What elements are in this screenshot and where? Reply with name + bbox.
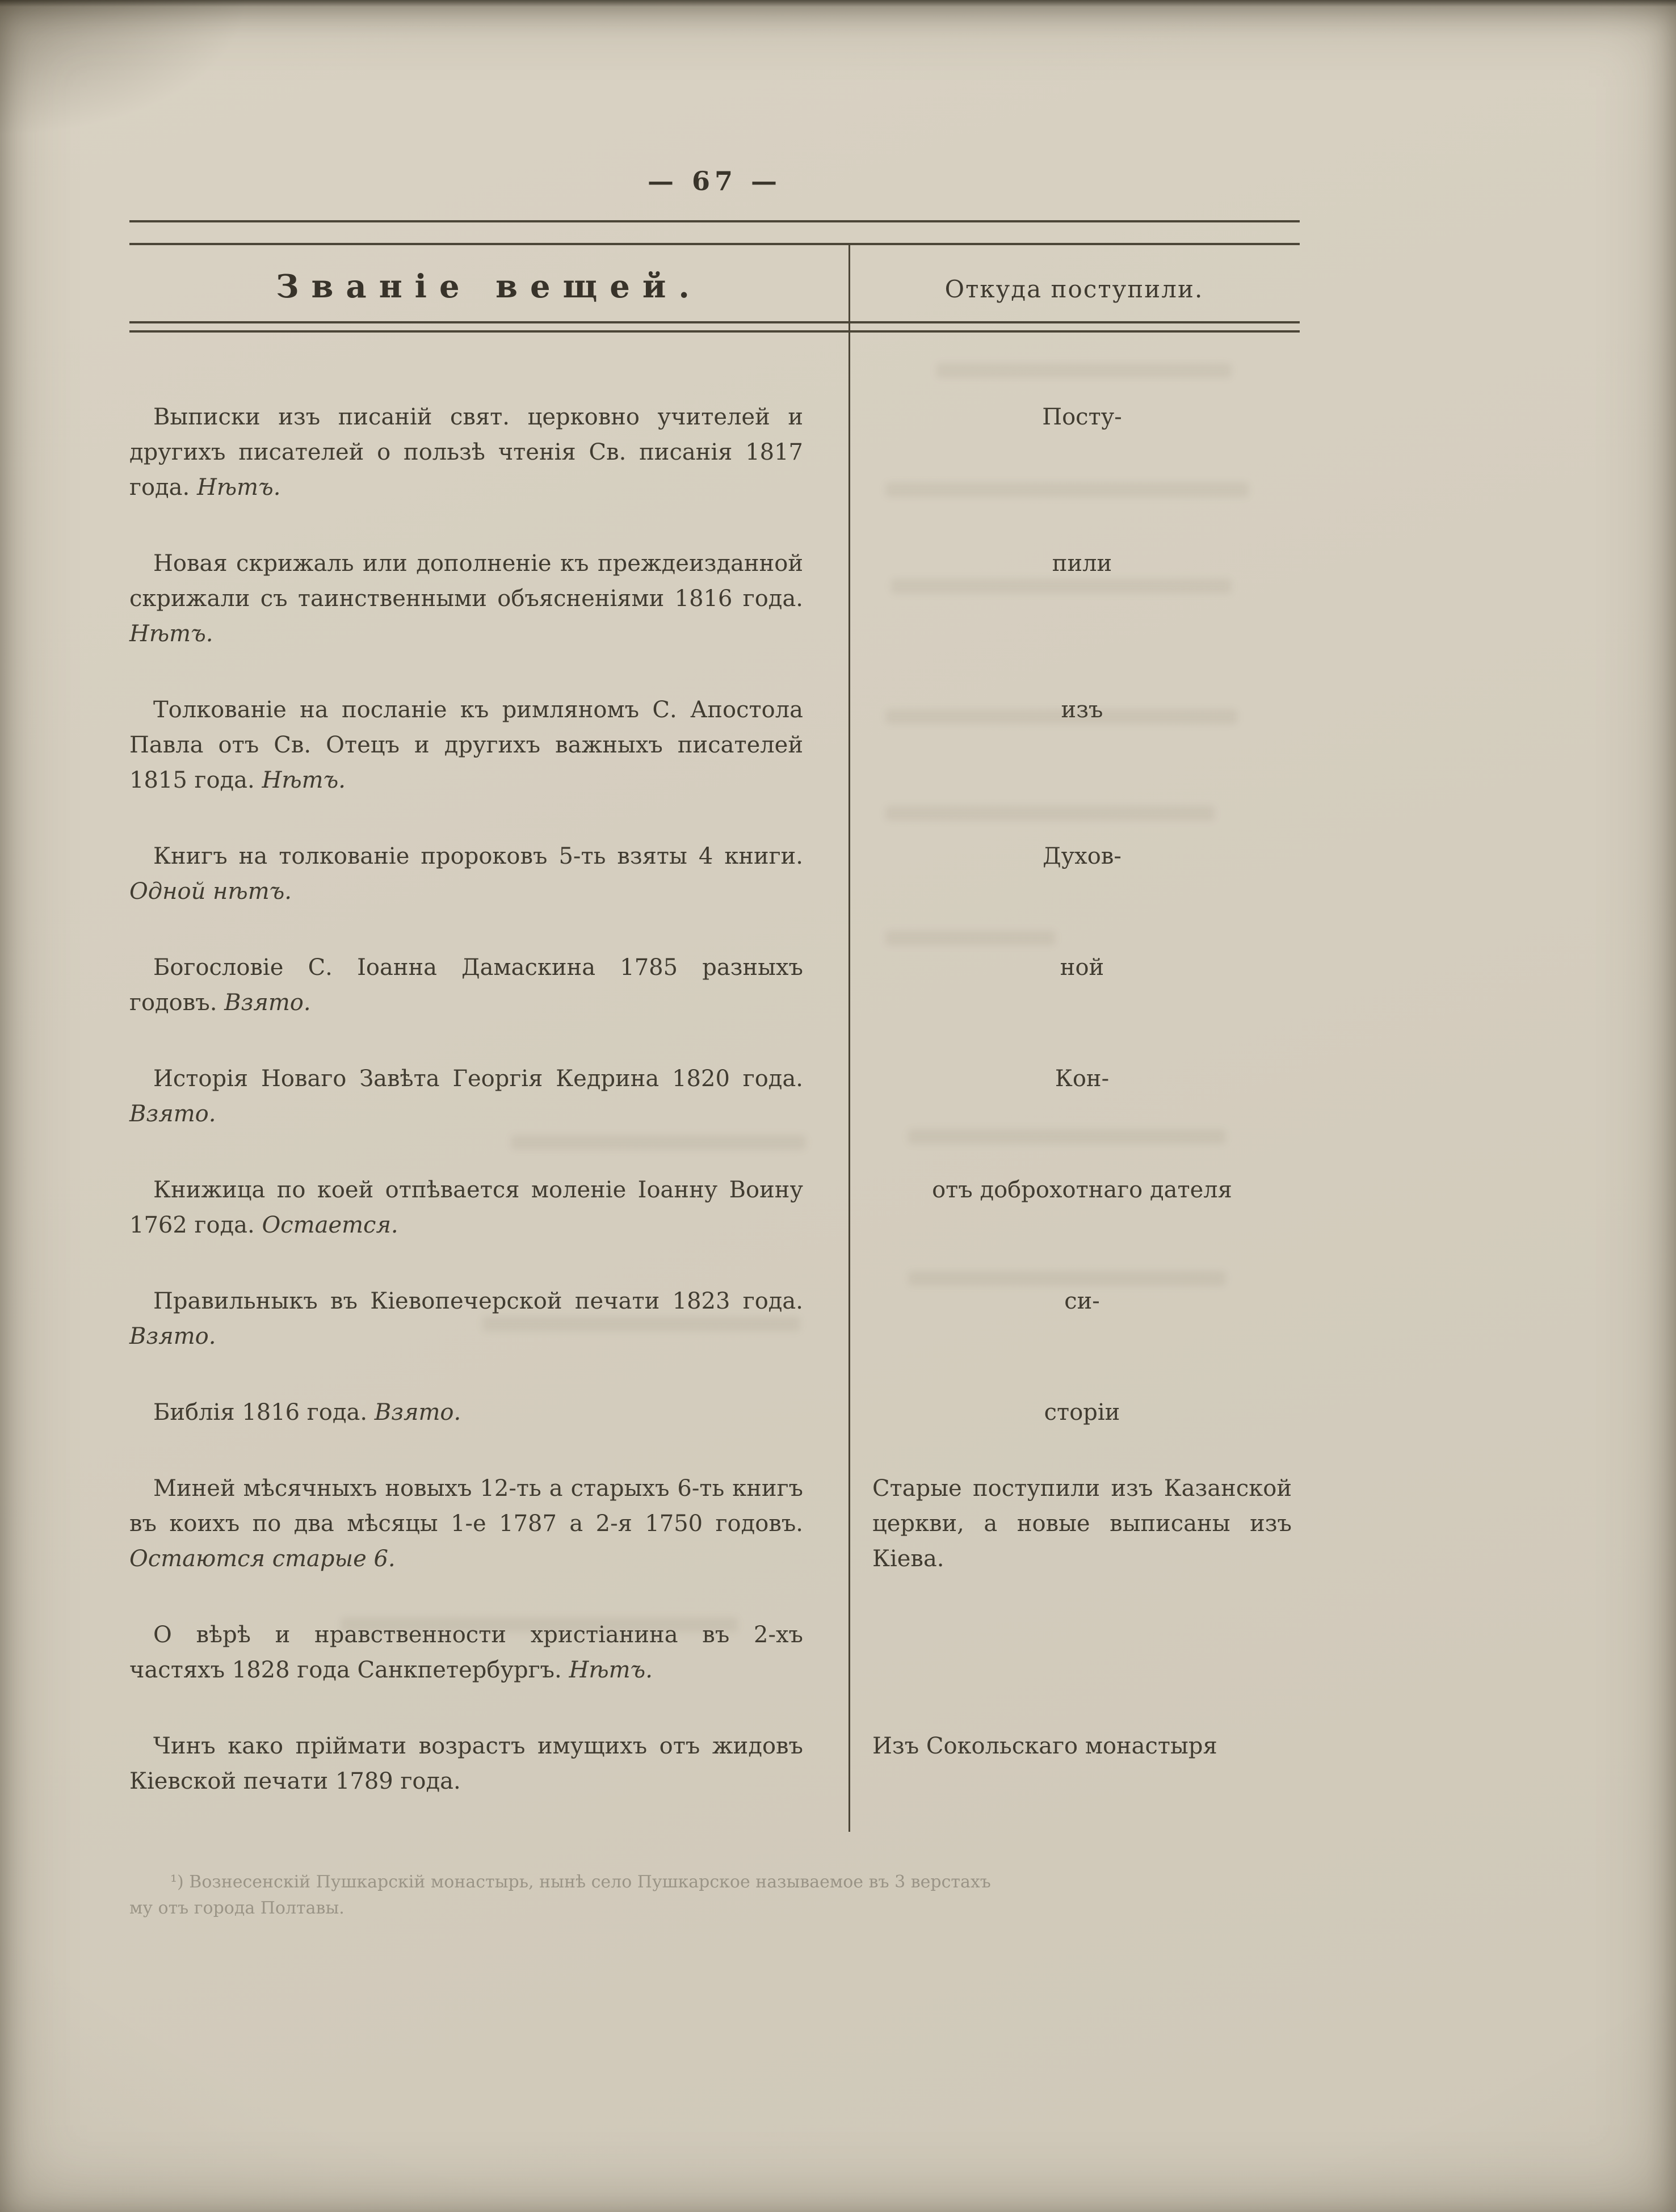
table-row [129,950,1300,1020]
item-description [129,399,848,505]
item-source: си- [1064,1288,1100,1314]
header-double-rule [129,321,1300,333]
item-source: изъ [1061,697,1103,723]
item-text: Библія 1816 года. [153,1399,368,1425]
footnote-line-2: му отъ города Полтавы. [129,1898,345,1918]
item-description [129,692,848,798]
item-status-note: Нѣтъ. [262,767,346,793]
item-description [129,1172,848,1243]
item-description [129,1284,848,1354]
table-row [129,1284,1300,1354]
item-source: Кон- [1055,1066,1110,1092]
table-row [129,1471,1300,1576]
table-header-left: Званіе вещей. [276,268,702,305]
item-source: Изъ Сокольскаго монастыря [872,1733,1217,1759]
table-row [129,399,1300,505]
item-source: пили [1052,550,1112,577]
item-source: Старые поступили изъ Казанской церкви, а новые выписаны изъ Кіева. [872,1475,1292,1572]
item-status-note: Взято. [374,1399,461,1425]
table-row [129,1395,1300,1430]
item-status-note: Взято. [129,1101,216,1127]
footnote-line-1: ¹) Вознесенскій Пушкарскій монастырь, нынѣ село Пушкарское называемое въ 3 верстахъ [170,1872,991,1892]
item-status-note: Остаются старые 6. [129,1546,396,1572]
item-description [129,1395,848,1430]
table-row [129,1729,1300,1799]
item-text: Толкованіе на посланіе къ римляномъ С. Апостола Павла отъ Св. Отецъ и другихъ важныхъ писателей 1815 года. [129,697,803,793]
page-number: — 67 — [647,166,782,196]
item-source: сторіи [1044,1399,1120,1425]
item-status-note: Нѣтъ. [129,621,213,647]
item-description [129,546,848,651]
item-description [129,1471,848,1576]
scan-edge-shadow [0,0,1676,7]
table-row [129,1172,1300,1243]
item-description [129,1729,848,1799]
top-rule [129,220,1300,222]
item-status-note: Взято. [224,990,311,1016]
item-description [129,839,848,909]
items-table [129,243,1300,1832]
item-description [129,1061,848,1132]
table-body [129,333,1300,1832]
item-text: Исторія Новаго Завѣта Георгія Кедрина 1820 года. [153,1066,803,1092]
item-description [129,950,848,1020]
item-source: отъ доброхотнаго дателя [932,1177,1232,1203]
printed-area [129,166,1300,1921]
item-status-note: Нѣтъ. [196,474,281,501]
item-status-note: Остается. [262,1212,398,1238]
item-text: Книгъ на толкованіе пророковъ 5-ть взяты 4 книги. [153,843,803,869]
table-row [129,692,1300,798]
table-row [129,546,1300,651]
footnote [129,1869,1300,1921]
column-divider [848,245,850,1832]
table-row [129,1617,1300,1688]
item-source: Посту- [1042,404,1122,430]
table-row [129,1061,1300,1132]
item-text: Новая скрижаль или дополненіе къ преждеизданной скрижали съ таинственными объясненіями 1816 года. [129,550,803,612]
table-header-row [129,245,1300,321]
item-status-note: Нѣтъ. [569,1657,653,1683]
item-status-note: Взято. [129,1323,216,1349]
item-status-note: Одной нѣтъ. [129,878,292,905]
item-source: ной [1060,954,1104,981]
item-text: Миней мѣсячныхъ новыхъ 12-ть а старыхъ 6-ть книгъ въ коихъ по два мѣсяцы 1-е 1787 а 2-я 1750 годовъ. [129,1475,803,1537]
item-text: Правильныкъ въ Кіевопечерской печати 1823 года. [153,1288,803,1314]
item-text: О вѣрѣ и нравственности христіанина въ 2-хъ частяхъ 1828 года Санкпетербургъ. [129,1622,803,1683]
table-header-right: Откуда поступили. [944,275,1204,303]
item-text: Выписки изъ писаній свят. церковно учителей и другихъ писателей о пользѣ чтенія Св. писанія 1817 года. [129,404,803,501]
item-source: Духов- [1043,843,1121,869]
item-description [129,1617,848,1688]
item-text: Богословіе С. Іоанна Дамаскина 1785 разныхъ годовъ. [129,954,803,1016]
item-text: Чинъ како пріймати возрастъ имущихъ отъ жидовъ Кіевской печати 1789 года. [129,1733,803,1794]
item-text: Книжица по коей отпѣвается моленіе Іоанну Воину 1762 года. [129,1177,803,1238]
table-row [129,839,1300,909]
